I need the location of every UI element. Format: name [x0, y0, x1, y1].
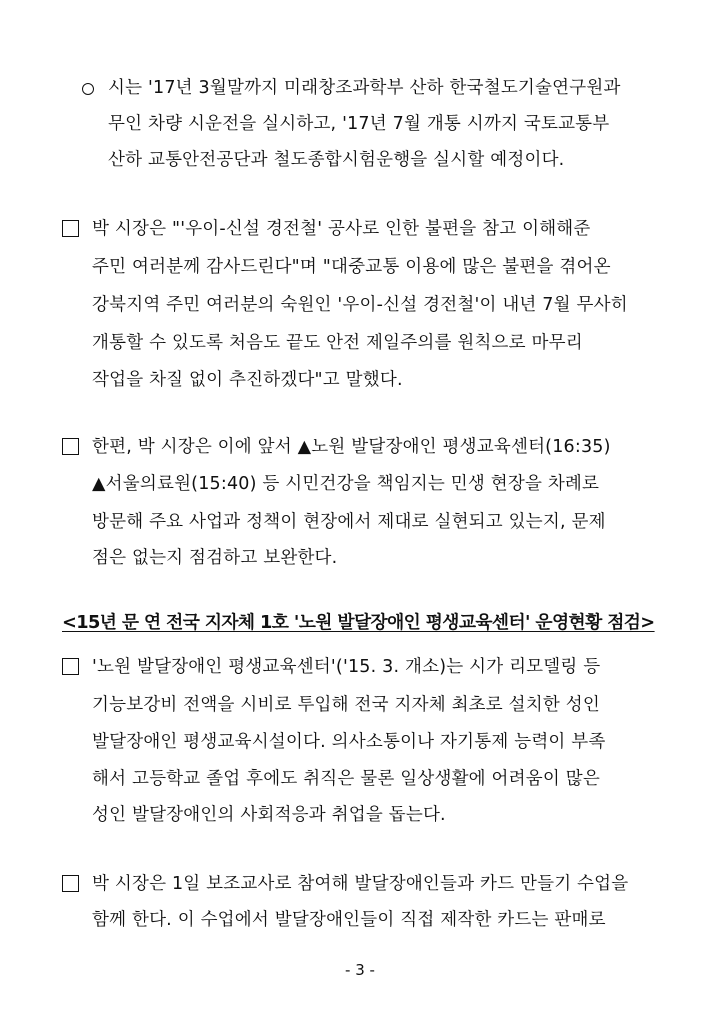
paragraph-line: 기능보강비 전액을 시비로 투입해 전국 지자체 최초로 설치한 성인	[92, 695, 600, 715]
section-heading: <15년 문 연 전국 지자체 1호 '노원 발달장애인 평생교육센터' 운영현황 점검>	[62, 613, 655, 633]
paragraph-line: 주민 여러분께 감사드린다"며 "대중교통 이용에 많은 불편을 겪어온	[92, 257, 611, 277]
paragraph-line: 함께 한다. 이 수업에서 발달장애인들이 직접 제작한 카드는 판매로	[92, 910, 606, 930]
paragraph-line: 박 시장은 1일 보조교사로 참여해 발달장애인들과 카드 만들기 수업을	[92, 874, 629, 894]
paragraph-line: 성인 발달장애인의 사회적응과 취업을 돕는다.	[92, 805, 446, 825]
paragraph-line: 산하 교통안전공단과 철도종합시험운행을 실시할 예정이다.	[108, 150, 565, 170]
paragraph-line: 발달장애인 평생교육시설이다. 의사소통이나 자기통제 능력이 부족	[92, 732, 606, 752]
paragraph-line: 무인 차량 시운전을 실시하고, '17년 7월 개통 시까지 국토교통부	[108, 114, 610, 134]
square-bullet-marker	[62, 658, 79, 682]
paragraph-line: 점은 없는지 점검하고 보완한다.	[92, 548, 338, 568]
paragraph-line: 시는 '17년 3월말까지 미래창조과학부 산하 한국철도기술연구원과	[108, 78, 621, 98]
paragraph-line: 개통할 수 있도록 처음도 끝도 안전 제일주의를 원칙으로 마무리	[92, 333, 583, 353]
square-bullet-marker	[62, 875, 79, 899]
paragraph-line: 박 시장은 "'우이-신설 경전철' 공사로 인한 불편을 참고 이해해준	[92, 219, 591, 239]
page-number: - 3 -	[345, 961, 375, 979]
paragraph-line: 강북지역 주민 여러분의 숙원인 '우이-신설 경전철'이 내년 7월 무사히	[92, 295, 628, 315]
paragraph-line: 한편, 박 시장은 이에 앞서 ▲노원 발달장애인 평생교육센터(16:35)	[92, 437, 611, 457]
paragraph-line: '노원 발달장애인 평생교육센터'('15. 3. 개소)는 시가 리모델링 등	[92, 657, 601, 677]
paragraph-line: 작업을 차질 없이 추진하겠다"고 말했다.	[92, 370, 403, 390]
square-bullet-marker	[62, 220, 79, 244]
paragraph-line: 해서 고등학교 졸업 후에도 취직은 물론 일상생활에 어려움이 많은	[92, 769, 600, 789]
paragraph-line: 방문해 주요 사업과 정책이 현장에서 제대로 실현되고 있는지, 문제	[92, 512, 606, 532]
circle-bullet-marker	[82, 78, 94, 102]
paragraph-line: ▲서울의료원(15:40) 등 시민건강을 책임지는 민생 현장을 차례로	[92, 474, 600, 494]
square-bullet-marker	[62, 438, 79, 462]
